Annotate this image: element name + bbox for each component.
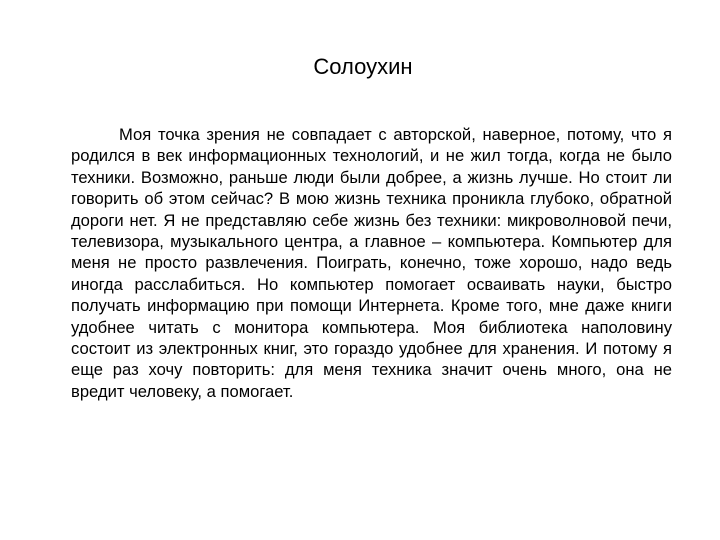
essay-paragraph: Моя точка зрения не совпадает с авторской, наверное, потому, что я родился в век информационных технологий, и не жил тогда, когда не было техники. Возможно, раньше люди были добрее, а жизнь лучше. Но стоит ли говорить об этом сейчас? В мою жизнь техника проникла глубоко, обратной дороги нет. Я не представляю себе жизнь без техники: микроволновой печи, телевизора, музыкального центра, а главное – компьютера. Компьютер для меня не просто развлечения. Поиграть, конечно, тоже хорошо, надо ведь иногда расслабиться. Но компьютер помогает осваивать науки, быстро получать информацию при помощи Интернета. Кроме того, мне даже книги удобнее читать с монитора компьютера. Моя библиотека наполовину состоит из электронных книг, это гораздо удобнее для хранения. И потому я еще раз хочу повторить: для меня техника значит очень много, она не вредит человеку, а помогает. — [71, 125, 672, 401]
document-title: Солоухин — [313, 54, 413, 79]
